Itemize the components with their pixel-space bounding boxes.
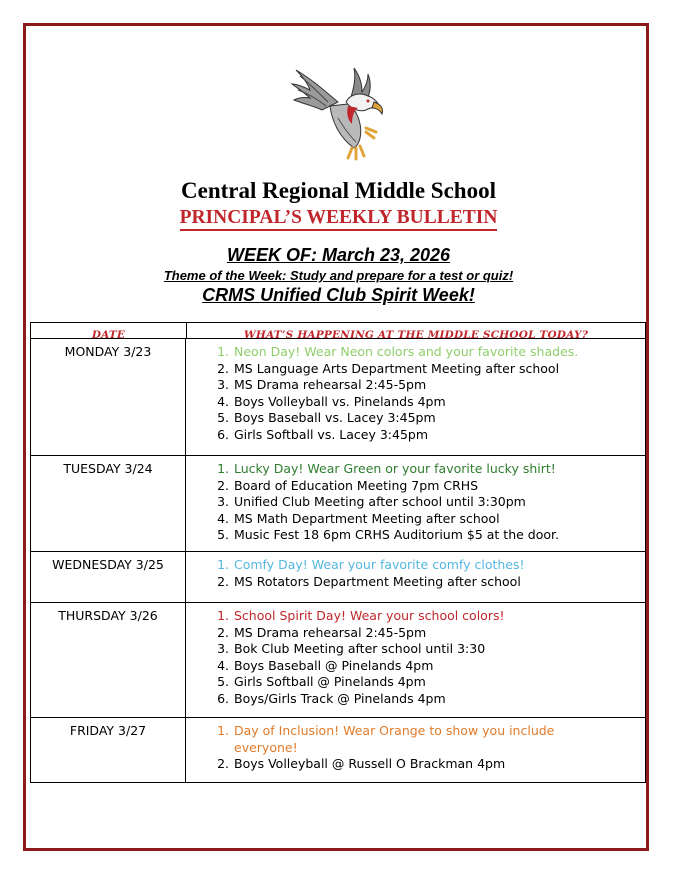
schedule-table (30, 322, 646, 783)
bulletin-title (0, 207, 677, 229)
day-label: WEDNESDAY 3/25 (31, 552, 186, 602)
list-item: 3. MS Drama rehearsal 2:45-5pm (233, 377, 578, 394)
bulletin-title-text: PRINCIPAL’S WEEKLY BULLETIN (180, 207, 498, 231)
events-list (187, 608, 505, 708)
list-item: 4. Boys Baseball @ Pinelands 4pm (233, 658, 505, 675)
list-item: 1. Neon Day! Wear Neon colors and your favorite shades. (233, 344, 578, 361)
table-row-friday (30, 717, 646, 783)
school-name: Central Regional Middle School (181, 178, 496, 203)
table-row-thursday (30, 602, 646, 717)
events-header-cell (187, 323, 645, 341)
date-header-cell (31, 323, 187, 341)
week-of: WEEK OF: March 23, 2026 (226, 245, 451, 265)
list-item: 6. Girls Softball vs. Lacey 3:45pm (233, 427, 578, 444)
spirit-week: CRMS Unified Club Spirit Week! (202, 285, 475, 305)
list-item: 3. Bok Club Meeting after school until 3:30 (233, 641, 505, 658)
day-label: FRIDAY 3/27 (31, 718, 186, 782)
list-item: 5. Boys Baseball vs. Lacey 3:45pm (233, 410, 578, 427)
events-header: WHAT’S HAPPENING AT THE MIDDLE SCHOOL TODAY? (243, 329, 589, 341)
list-item: 6. Boys/Girls Track @ Pinelands 4pm (233, 691, 505, 708)
list-item: 4. Boys Volleyball vs. Pinelands 4pm (233, 394, 578, 411)
day-label: TUESDAY 3/24 (31, 456, 186, 551)
table-row-wednesday (30, 551, 646, 602)
list-item: 2. MS Language Arts Department Meeting after school (233, 361, 578, 378)
list-item: 2. MS Rotators Department Meeting after school (233, 574, 525, 591)
table-row-tuesday (30, 455, 646, 551)
list-item: 4. MS Math Department Meeting after school (233, 511, 559, 528)
list-item: 1. Comfy Day! Wear your favorite comfy clothes! (233, 557, 525, 574)
events-list (187, 344, 578, 444)
table-row-monday (30, 338, 646, 455)
table-header (30, 322, 646, 341)
day-label: THURSDAY 3/26 (31, 603, 186, 717)
list-item: 3. Unified Club Meeting after school until 3:30pm (233, 494, 559, 511)
date-header: DATE (91, 329, 126, 341)
list-item: 2. Boys Volleyball @ Russell O Brackman 4pm (233, 756, 618, 773)
theme-of-week: Theme of the Week: Study and prepare for a test or quiz! (163, 268, 514, 283)
list-item: 1. Day of Inclusion! Wear Orange to show you include everyone! (233, 723, 618, 756)
events-list (187, 461, 559, 544)
list-item: 1. School Spirit Day! Wear your school colors! (233, 608, 505, 625)
list-item: 1. Lucky Day! Wear Green or your favorite lucky shirt! (233, 461, 559, 478)
list-item: 2. MS Drama rehearsal 2:45-5pm (233, 625, 505, 642)
list-item: 5. Girls Softball @ Pinelands 4pm (233, 674, 505, 691)
list-item: 2. Board of Education Meeting 7pm CRHS (233, 478, 559, 495)
events-list (187, 557, 525, 590)
eagle-mascot-icon (288, 62, 390, 162)
day-label: MONDAY 3/23 (31, 339, 186, 455)
events-list (187, 723, 618, 773)
list-item: 5. Music Fest 18 6pm CRHS Auditorium $5 at the door. (233, 527, 559, 544)
